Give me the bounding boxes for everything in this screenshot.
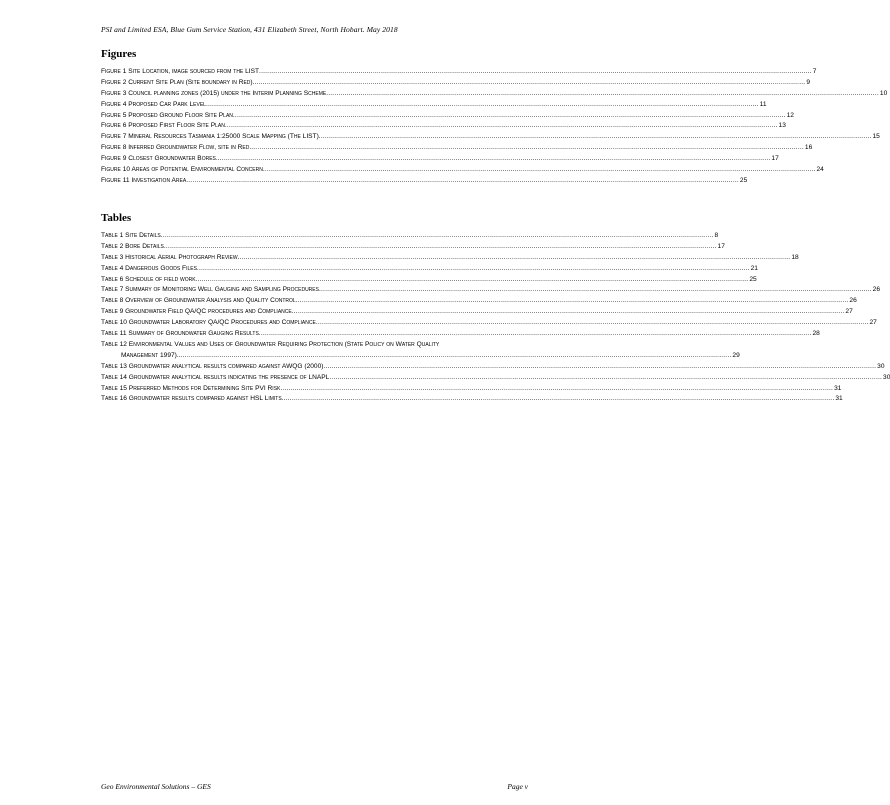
entry-page: 25	[749, 275, 757, 283]
entry-page: 25	[739, 176, 748, 184]
table-entry[interactable]	[101, 394, 843, 405]
entry-label: Table 4 Dangerous Goods Files	[101, 264, 197, 272]
figures-section	[101, 48, 888, 187]
entry-page: 9	[806, 78, 810, 86]
dot-leader	[196, 275, 749, 286]
entry-page: 24	[816, 166, 824, 174]
entry-label: Table 16 Groundwater results compared against HSL Limits	[101, 395, 282, 403]
entry-label: Figure 9 Closest Groundwater Bores.	[101, 155, 218, 163]
table-entry[interactable]	[101, 275, 757, 286]
entry-label: Table 9 Groundwater Field QA/QC procedures and Compliance	[101, 308, 292, 316]
table-entry[interactable]	[101, 373, 890, 384]
figure-entry[interactable]	[101, 100, 767, 111]
dot-leader	[164, 242, 717, 253]
table-entry[interactable]	[101, 318, 877, 329]
entry-label: Table 13 Groundwater analytical results compared against AWQG (2000)	[101, 362, 324, 370]
figure-entry[interactable]	[101, 78, 810, 89]
entry-label: Table 11 Summary of Groundwater Gauging Results	[101, 330, 259, 338]
figure-entry[interactable]	[101, 165, 824, 176]
entry-page: 30	[883, 373, 890, 381]
dot-leader	[296, 296, 849, 307]
entry-label: Table 3 Historical Aerial Photograph Review	[101, 253, 238, 261]
table-entry[interactable]	[101, 362, 885, 373]
figures-heading: Figures	[101, 48, 137, 60]
entry-page: 8	[714, 232, 719, 239]
running-header: PSI and Limited ESA, Blue Gum Service Station, 431 Elizabeth Street, North Hobart. May 2018	[101, 25, 398, 34]
entry-page: 21	[750, 264, 758, 272]
dot-leader	[326, 89, 879, 100]
entry-page: 16	[804, 144, 813, 152]
entry-label: Table 8 Overview of Groundwater Analysis and Quality Control	[101, 297, 296, 305]
dot-leader	[280, 384, 833, 395]
entry-page: 26	[872, 286, 881, 294]
dot-leader	[259, 329, 812, 340]
figures-list	[101, 67, 888, 187]
tables-heading: Tables	[101, 212, 132, 224]
entry-label: Table 14 Groundwater analytical results indicating the presence of LNAPL	[101, 373, 330, 381]
table-entry[interactable]	[101, 384, 842, 395]
dot-leader	[329, 373, 882, 384]
entry-label: Table 2 Bore Details	[101, 242, 164, 250]
entry-label: Table 15 Preferred Methods for Determining Site PVI Risk	[101, 384, 281, 392]
entry-page: 29	[732, 351, 740, 359]
entry-page: 18	[791, 253, 799, 261]
entry-label: Figure 1 Site Location, image sourced from the LIST	[101, 68, 260, 75]
entry-label: Table 10 Groundwater Laboratory QA/QC Procedures and Compliance	[101, 319, 316, 327]
table-entry[interactable]	[101, 285, 881, 296]
entry-page: 27	[869, 319, 877, 327]
table-entry[interactable]	[101, 253, 799, 264]
entry-label: Figure 4 Proposed Car Park Level	[101, 100, 206, 108]
entry-page: 28	[812, 330, 820, 338]
table-entry[interactable]	[101, 307, 853, 318]
dot-leader	[292, 307, 845, 318]
entry-label: Figure 11 Investigation Area	[101, 176, 187, 184]
dot-leader	[186, 176, 739, 187]
entry-page: 12	[786, 111, 794, 119]
running-footer	[101, 782, 528, 791]
entry-label: Figure 2 Current Site Plan (Site boundary in Red)	[101, 78, 253, 86]
entry-label: Table 6 Schedule of field work	[101, 275, 196, 283]
figure-entry[interactable]	[101, 89, 888, 100]
tables-section	[101, 212, 890, 405]
dot-leader	[233, 111, 786, 122]
dot-leader	[218, 154, 771, 165]
dot-leader	[253, 78, 806, 89]
entry-label: Figure 7 Mineral Resources Tasmania 1:25000 Scale Mapping (The LIST)	[101, 133, 319, 141]
table-entry[interactable]	[101, 329, 820, 340]
page-number: Page v	[507, 782, 528, 791]
dot-leader	[319, 132, 872, 143]
dot-leader	[282, 394, 835, 405]
table-entry[interactable]	[101, 231, 719, 242]
figure-entry[interactable]	[101, 143, 813, 154]
figure-entry[interactable]	[101, 111, 794, 122]
entry-page: 27	[845, 308, 853, 316]
dot-leader	[161, 231, 714, 242]
dot-leader	[319, 285, 872, 296]
entry-page: 17	[771, 155, 779, 163]
dot-leader	[197, 264, 750, 275]
footer-left: Geo Environmental Solutions – GES	[101, 782, 211, 791]
dot-leader	[206, 100, 759, 111]
entry-label-continued: Management 1997).	[121, 351, 179, 359]
entry-label: Figure 6 Proposed First Floor Site Plan	[101, 122, 225, 130]
entry-label: Figure 10 Areas of Potential Environmental Concern	[101, 166, 263, 174]
entry-label: Figure 5 Proposed Ground Floor Site Plan	[101, 111, 233, 119]
figure-entry[interactable]	[101, 176, 748, 187]
tables-list	[101, 231, 890, 405]
figure-entry[interactable]	[101, 132, 880, 143]
table-entry[interactable]	[101, 242, 725, 253]
entry-page: 26	[849, 297, 857, 305]
entry-label: Table 7 Summary of Monitoring Well Gauging and Sampling Procedures	[101, 286, 319, 294]
entry-page: 7	[812, 68, 817, 75]
entry-label: Table 12 Environmental Values and Uses of Groundwater Requiring Protection (State Policy on Water Quality	[101, 340, 440, 348]
table-entry[interactable]	[101, 340, 740, 362]
entry-page: 31	[835, 395, 843, 403]
entry-label: Table 1 Site Details	[101, 232, 161, 239]
entry-label: Figure 3 Council planning zones (2015) under the Interim Planning Scheme	[101, 89, 327, 97]
entry-page: 31	[834, 384, 842, 392]
entry-page: 13	[778, 122, 786, 130]
entry-label: Figure 8 Inferred Groundwater Flow, site in Red.	[101, 144, 252, 152]
entry-page: 30	[877, 362, 885, 370]
dot-leader	[323, 362, 876, 373]
dot-leader	[238, 253, 791, 264]
figure-entry[interactable]	[101, 67, 817, 78]
dot-leader	[259, 67, 812, 78]
dot-leader	[263, 165, 816, 176]
entry-page: 11	[759, 100, 767, 108]
figure-entry[interactable]	[101, 121, 786, 132]
table-entry[interactable]	[101, 264, 758, 275]
table-entry[interactable]	[101, 296, 857, 307]
figure-entry[interactable]	[101, 154, 779, 165]
entry-page: 15	[872, 133, 880, 141]
dot-leader	[251, 143, 804, 154]
entry-continuation-line	[101, 351, 740, 362]
dot-leader	[316, 318, 869, 329]
dot-leader	[179, 351, 732, 362]
entry-page: 17	[717, 242, 725, 250]
dot-leader	[225, 121, 778, 132]
entry-page: 10	[879, 89, 888, 97]
